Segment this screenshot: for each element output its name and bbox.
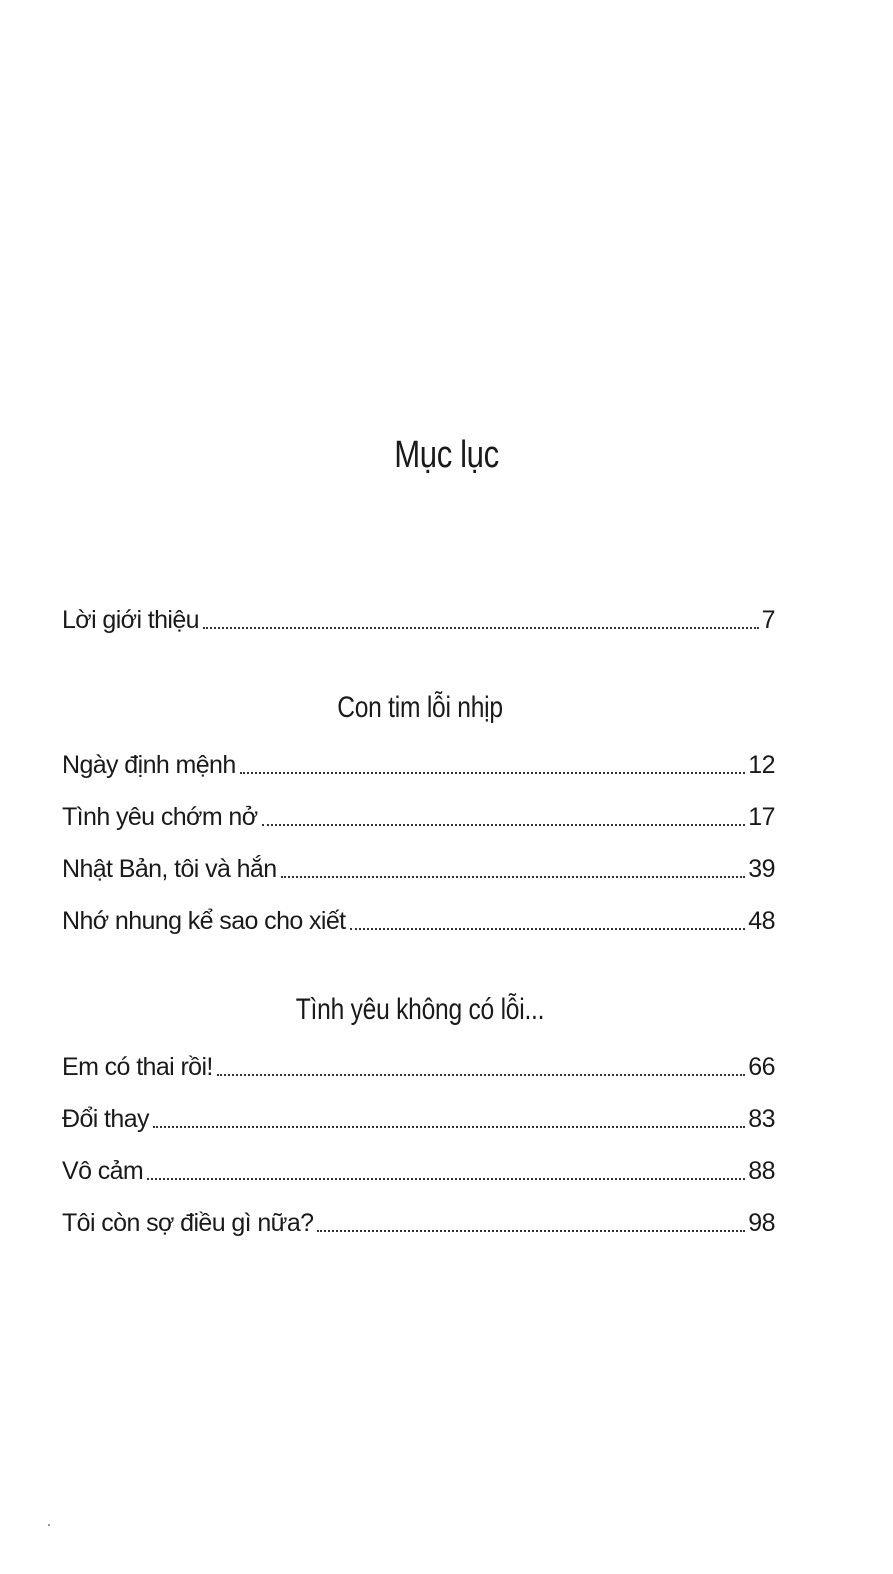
- toc-entry[interactable]: [62, 745, 775, 781]
- page-title: Mục lục: [394, 434, 499, 476]
- toc-entry-label: Đổi thay: [62, 1105, 149, 1133]
- scan-speck: [48, 1524, 50, 1526]
- dot-leader: [281, 875, 746, 878]
- toc-entry-page: 39: [748, 855, 775, 883]
- toc-entry[interactable]: [62, 1099, 775, 1135]
- toc-entry-page: 98: [748, 1209, 775, 1237]
- toc-entry-page: 83: [748, 1105, 775, 1133]
- dot-leader: [147, 1177, 745, 1180]
- toc-entry-label: Lời giới thiệu: [62, 606, 199, 634]
- toc-entry[interactable]: [62, 1047, 775, 1083]
- dot-leader: [350, 927, 746, 930]
- section-heading-2: Tình yêu không có lỗi...: [295, 993, 545, 1026]
- dot-leader: [153, 1125, 745, 1128]
- dot-leader: [240, 771, 746, 774]
- toc-entry[interactable]: [62, 1203, 775, 1239]
- toc-entry-label: Tình yêu chớm nở: [62, 803, 258, 831]
- toc-entry[interactable]: [62, 1151, 775, 1187]
- toc-entry-label: Tôi còn sợ điều gì nữa?: [62, 1209, 314, 1237]
- toc-entry-page: 88: [748, 1157, 775, 1185]
- toc-entry-page: 17: [748, 803, 775, 831]
- toc-entry[interactable]: [62, 797, 775, 833]
- toc-entry-label: Nhật Bản, tôi và hắn: [62, 855, 277, 883]
- toc-entry-page: 48: [748, 907, 775, 935]
- toc-entry-intro[interactable]: [62, 600, 775, 636]
- toc-entry-page: 66: [748, 1053, 775, 1081]
- section-heading-1: Con tim lỗi nhịp: [337, 691, 503, 724]
- toc-entry[interactable]: [62, 849, 775, 885]
- toc-entry-page: 12: [748, 751, 775, 779]
- toc-entry-label: Nhớ nhung kể sao cho xiết: [62, 907, 346, 935]
- toc-entry-label: Em có thai rồi!: [62, 1053, 213, 1081]
- dot-leader: [203, 626, 759, 629]
- dot-leader: [317, 1229, 745, 1232]
- toc-entry-page: 7: [761, 606, 775, 634]
- toc-entry-label: Vô cảm: [62, 1157, 144, 1185]
- dot-leader: [262, 823, 746, 826]
- toc-entry[interactable]: [62, 901, 775, 937]
- dot-leader: [217, 1073, 745, 1076]
- toc-entry-label: Ngày định mệnh: [62, 751, 236, 779]
